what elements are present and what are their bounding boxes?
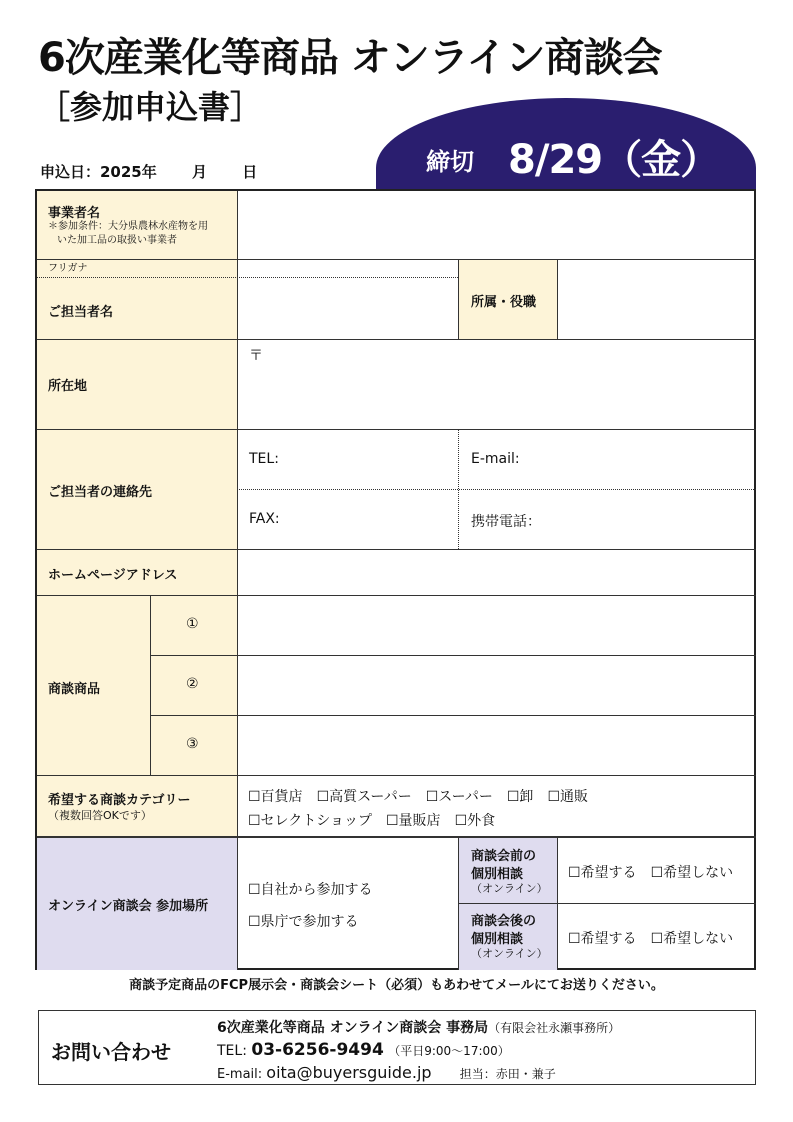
homepage-field[interactable] [238, 550, 756, 595]
deadline-value: 8/29（金） [508, 137, 720, 183]
position-label: 所属・役職 [471, 295, 537, 310]
product-number-2: ② [186, 676, 199, 692]
position-field[interactable] [558, 260, 756, 339]
venue-own-office[interactable]: ☐自社から参加する [248, 882, 373, 898]
company-note-cont: いた加工品の取扱い事業者 [57, 235, 177, 246]
furigana-label: フリガナ [48, 263, 88, 274]
fax-field[interactable] [297, 490, 457, 549]
consult-after-label: 商談会後の [471, 914, 537, 929]
apply-date-month: 月 [191, 163, 207, 181]
mobile-label: 携帯電話： [471, 514, 541, 530]
contact-person-label: ご担当者名 [48, 305, 114, 320]
office-company: （有限会社永瀬事務所） [488, 1021, 621, 1035]
submission-note: 商談予定商品のFCP展示会・商談会シート（必須）もあわせてメールにてお送りください。 [129, 978, 664, 993]
product-field-3[interactable] [238, 716, 756, 775]
consult-before-label-2: 個別相談 [471, 867, 524, 882]
venue-prefectural-office[interactable]: ☐県庁で参加する [248, 914, 359, 930]
consult-before-online: （オンライン） [471, 882, 548, 895]
category-dining[interactable]: ☐外食 [454, 813, 496, 829]
category-wholesale[interactable]: ☐卸 [506, 789, 534, 805]
consult-after-no[interactable]: ☐希望しない [650, 931, 734, 947]
category-mass-retail[interactable]: ☐量販店 [386, 813, 441, 829]
consult-after-label-2: 個別相談 [471, 932, 524, 947]
category-dept-store[interactable]: ☐百貨店 [248, 789, 303, 805]
staff-names: 担当：赤田・兼子 [459, 1067, 556, 1081]
contact-box [38, 1010, 756, 1085]
products-label: 商談商品 [48, 682, 101, 697]
company-note: ＊参加条件：大分県農林水産物を用 [48, 221, 208, 232]
deadline-label: 締切 [426, 148, 474, 176]
email-prefix: E-mail: [217, 1067, 263, 1082]
email-field[interactable] [537, 430, 756, 489]
product-number-1: ① [186, 616, 199, 632]
header-column [37, 191, 237, 837]
consult-before-yes[interactable]: ☐希望する [568, 865, 637, 881]
company-label: 事業者名 [48, 206, 101, 221]
consult-before-no[interactable]: ☐希望しない [650, 865, 734, 881]
category-supermarket[interactable]: ☐スーパー [425, 789, 493, 805]
contact-heading: お問い合わせ [51, 1040, 171, 1064]
consult-after-yes[interactable]: ☐希望する [568, 931, 637, 947]
tel-field[interactable] [297, 430, 457, 489]
product-field-1[interactable] [238, 596, 756, 655]
product-number-3: ③ [186, 736, 199, 752]
office-name: 6次産業化等商品 オンライン商談会 事務局 [217, 1020, 489, 1036]
apply-date-label: 申込日：2025年 [40, 163, 157, 181]
apply-date [40, 161, 257, 182]
page-title: 6次産業化等商品 オンライン商談会 [38, 35, 662, 81]
consult-after-options [568, 928, 747, 948]
contact-office [217, 1017, 620, 1037]
product-field-2[interactable] [238, 656, 756, 715]
category-note: （複数回答OKです） [48, 809, 152, 822]
contact-email [217, 1063, 556, 1082]
postal-mark: 〒 [249, 348, 263, 364]
email-label: E-mail: [471, 451, 520, 467]
company-field[interactable] [238, 191, 756, 259]
venue-label: オンライン商談会 参加場所 [48, 899, 209, 914]
contact-tel [217, 1040, 510, 1060]
category-mail-order[interactable]: ☐通販 [547, 789, 588, 805]
address-field[interactable] [238, 340, 756, 429]
deadline-badge [376, 98, 756, 190]
category-label: 希望する商談カテゴリー [48, 793, 191, 808]
contact-person-field[interactable] [238, 278, 458, 339]
consult-after-online: （オンライン） [471, 947, 548, 960]
category-premium-super[interactable]: ☐高質スーパー [316, 789, 412, 805]
homepage-label: ホームページアドレス [48, 568, 178, 583]
consult-before-options [568, 862, 747, 882]
tel-number[interactable]: 03-6256-9494 [251, 1040, 384, 1060]
category-row-1 [248, 786, 602, 806]
application-form [35, 189, 756, 970]
tel-prefix: TEL: [217, 1043, 247, 1059]
email-address[interactable]: oita@buyersguide.jp [266, 1063, 432, 1082]
category-row-2 [248, 810, 509, 830]
office-hours: （平日9:00～17:00） [388, 1044, 510, 1058]
mobile-field[interactable] [547, 490, 756, 549]
category-select-shop[interactable]: ☐セレクトショップ [248, 813, 372, 829]
consult-before-label: 商談会前の [471, 849, 537, 864]
tel-label: TEL: [249, 451, 279, 467]
address-label: 所在地 [48, 379, 88, 394]
page-subtitle: ［参加申込書］ [38, 88, 263, 126]
apply-date-day: 日 [242, 163, 258, 181]
fax-label: FAX: [249, 511, 280, 527]
furigana-field[interactable] [238, 260, 458, 277]
contact-info-label: ご担当者の連絡先 [48, 485, 153, 500]
